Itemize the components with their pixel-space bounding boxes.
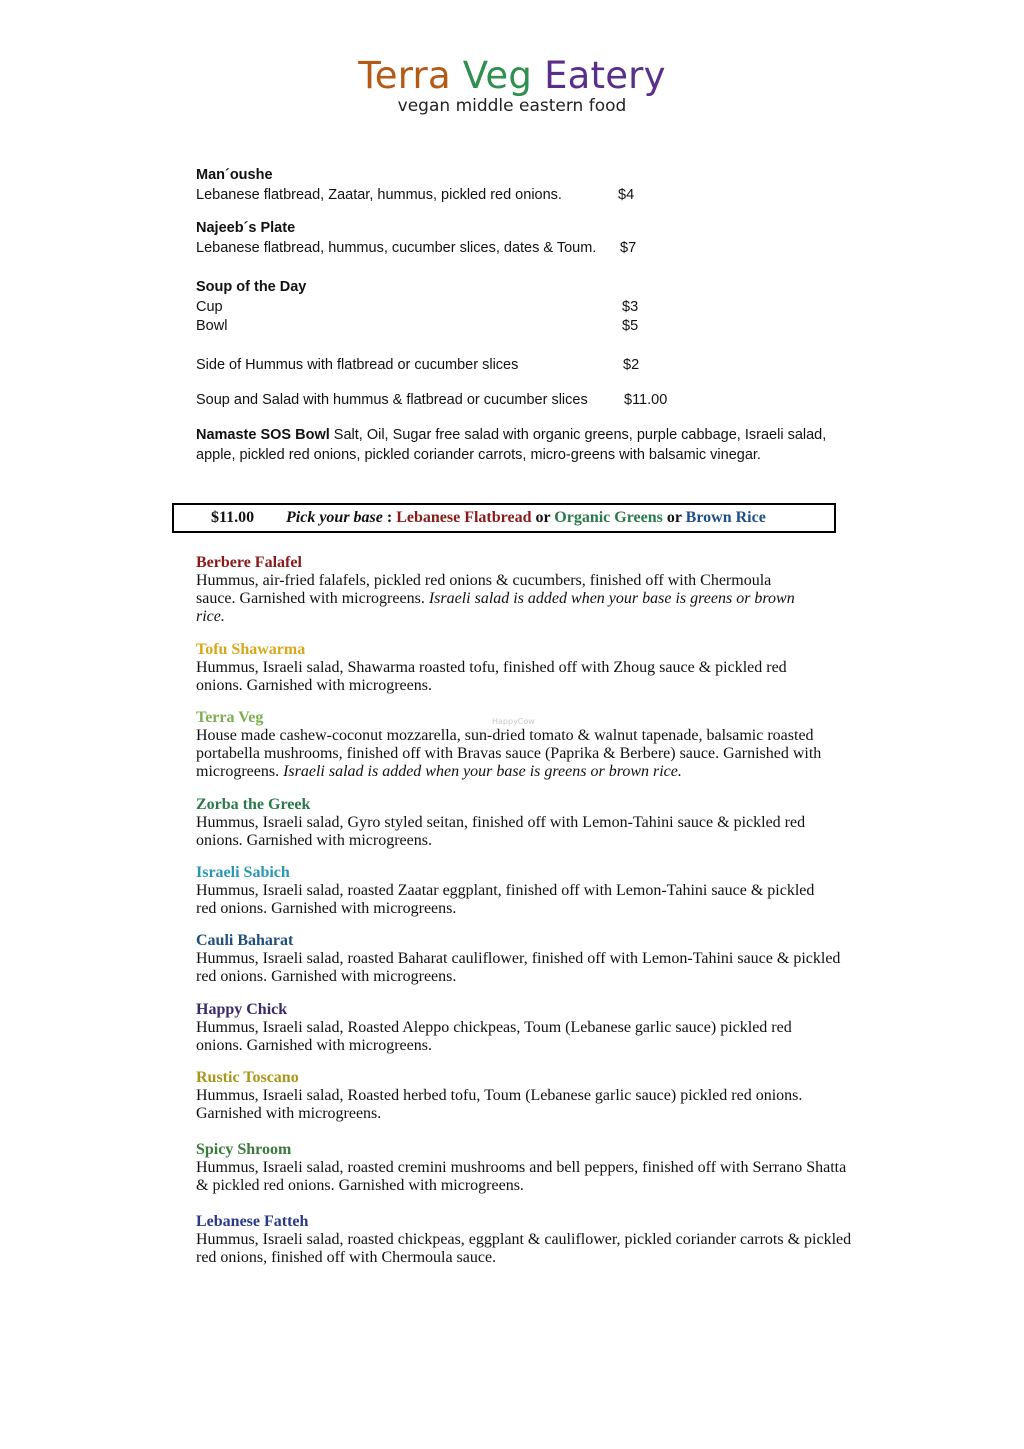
namaste-name: Namaste SOS Bowl bbox=[196, 427, 330, 443]
bowl-desc: Hummus, Israeli salad, roasted Baharat cauliflower, finished off with Lemon-Tahini sauce & pickled red onions. Garnished with microgreens. bbox=[196, 950, 841, 985]
bowl-name: Berbere Falafel bbox=[196, 554, 302, 571]
side-hummus-price: $2 bbox=[623, 357, 640, 373]
bowl-name: Happy Chick bbox=[196, 1001, 288, 1018]
bowl-item bbox=[196, 1001, 846, 1055]
base-text bbox=[286, 505, 766, 531]
bowl-name: Spicy Shroom bbox=[196, 1141, 292, 1158]
najeeb-price: $7 bbox=[620, 240, 637, 256]
bowl-note: Israeli salad is added when your base is greens or brown rice. bbox=[196, 590, 795, 625]
bowl-item bbox=[196, 554, 846, 626]
bowl-desc: Hummus, Israeli salad, Roasted herbed tofu, Toum (Lebanese garlic sauce) pickled red onions. Garnished with microgreens. bbox=[196, 1087, 803, 1122]
bowl-item bbox=[196, 1213, 852, 1267]
base-option-greens: Organic Greens bbox=[554, 509, 663, 526]
manoushe-desc: Lebanese flatbread, Zaatar, hummus, pickled red onions. bbox=[196, 187, 562, 203]
pick-base-label: Pick your base bbox=[286, 509, 383, 526]
soup-salad-price: $11.00 bbox=[624, 392, 668, 408]
bowl-desc-text: Hummus, air-fried falafels, pickled red onions & cucumbers, finished off with Chermoula sauce. Garnished with microgreens. bbox=[196, 572, 772, 607]
bowl-item bbox=[196, 796, 846, 850]
restaurant-subtitle: vegan middle eastern food bbox=[397, 96, 627, 116]
bowl-desc-text: House made cashew-coconut mozzarella, sun-dried tomato & walnut tapenade, balsamic roasted portabella mushrooms, finished off with Bravas sauce (Paprika & Berbere) sauce. Garnished with microgreens. bbox=[196, 727, 822, 780]
soup-cup-price: $3 bbox=[622, 299, 639, 315]
bowl-name: Tofu Shawarma bbox=[196, 641, 306, 658]
manoushe-name: Man´oushe bbox=[196, 167, 273, 183]
bowl-note: Israeli salad is added when your base is greens or brown rice. bbox=[283, 763, 682, 780]
bowl-desc: Hummus, Israeli salad, roasted chickpeas, eggplant & cauliflower, pickled coriander carrots & pickled red onions, finished off with Chermoula sauce. bbox=[196, 1231, 852, 1266]
bowl-name: Lebanese Fatteh bbox=[196, 1213, 309, 1230]
base-or-2: or bbox=[662, 509, 686, 526]
namaste-item bbox=[196, 425, 836, 465]
bowl-item bbox=[196, 932, 846, 986]
side-hummus-desc: Side of Hummus with flatbread or cucumber slices bbox=[196, 357, 519, 373]
bowl-desc: Hummus, Israeli salad, roasted cremini mushrooms and bell peppers, finished off with Serrano Shatta & pickled red onions. Garnished with microgreens. bbox=[196, 1159, 847, 1194]
bowl-name: Israeli Sabich bbox=[196, 864, 290, 881]
soup-name: Soup of the Day bbox=[196, 279, 307, 295]
manoushe-price: $4 bbox=[618, 187, 635, 203]
bowl-desc: Hummus, Israeli salad, Shawarma roasted tofu, finished off with Zhoug sauce & pickled red onions. Garnished with microgreens. bbox=[196, 659, 787, 694]
pick-base-box bbox=[172, 503, 836, 533]
header bbox=[0, 52, 1024, 116]
bowl-desc: Hummus, Israeli salad, Roasted Aleppo chickpeas, Toum (Lebanese garlic sauce) pickled red onions. Garnished with microgreens. bbox=[196, 1019, 792, 1054]
restaurant-title bbox=[0, 52, 1024, 100]
bowl-name: Cauli Baharat bbox=[196, 932, 294, 949]
title-word-eatery: Eatery bbox=[544, 54, 666, 97]
soup-cup-label: Cup bbox=[196, 299, 223, 315]
najeeb-name: Najeeb´s Plate bbox=[196, 220, 296, 236]
base-colon: : bbox=[382, 509, 397, 526]
bowl-desc: Hummus, Israeli salad, Gyro styled seitan, finished off with Lemon-Tahini sauce & pickled red onions. Garnished with microgreens. bbox=[196, 814, 806, 849]
bowl-item bbox=[196, 641, 846, 695]
soup-salad-desc: Soup and Salad with hummus & flatbread or cucumber slices bbox=[196, 392, 588, 408]
soup-bowl-price: $5 bbox=[622, 318, 639, 334]
happycow-watermark: HappyCow bbox=[492, 717, 535, 726]
base-option-flatbread: Lebanese Flatbread bbox=[396, 509, 532, 526]
base-price: $11.00 bbox=[211, 509, 255, 526]
najeeb-desc: Lebanese flatbread, hummus, cucumber slices, dates & Toum. bbox=[196, 240, 597, 256]
title-word-veg: Veg bbox=[462, 54, 533, 97]
namaste-desc: Salt, Oil, Sugar free salad with organic greens, purple cabbage, Israeli salad, apple, pickled red onions, pickled coriander carrots, micro-greens with balsamic vinegar. bbox=[196, 427, 827, 463]
base-option-rice: Brown Rice bbox=[685, 509, 766, 526]
bowl-desc bbox=[196, 727, 836, 781]
bowl-name: Zorba the Greek bbox=[196, 796, 311, 813]
bowl-desc bbox=[196, 572, 806, 626]
bowl-item bbox=[196, 1069, 846, 1123]
soup-bowl-label: Bowl bbox=[196, 318, 228, 334]
title-word-terra: Terra bbox=[358, 54, 451, 97]
bowl-name: Terra Veg bbox=[196, 709, 264, 726]
bowl-item bbox=[196, 1141, 846, 1195]
bowl-name: Rustic Toscano bbox=[196, 1069, 299, 1086]
bowl-item bbox=[196, 864, 846, 918]
base-or-1: or bbox=[531, 509, 555, 526]
bowl-desc: Hummus, Israeli salad, roasted Zaatar eggplant, finished off with Lemon-Tahini sauce & pickled red onions. Garnished with microgreens. bbox=[196, 882, 815, 917]
